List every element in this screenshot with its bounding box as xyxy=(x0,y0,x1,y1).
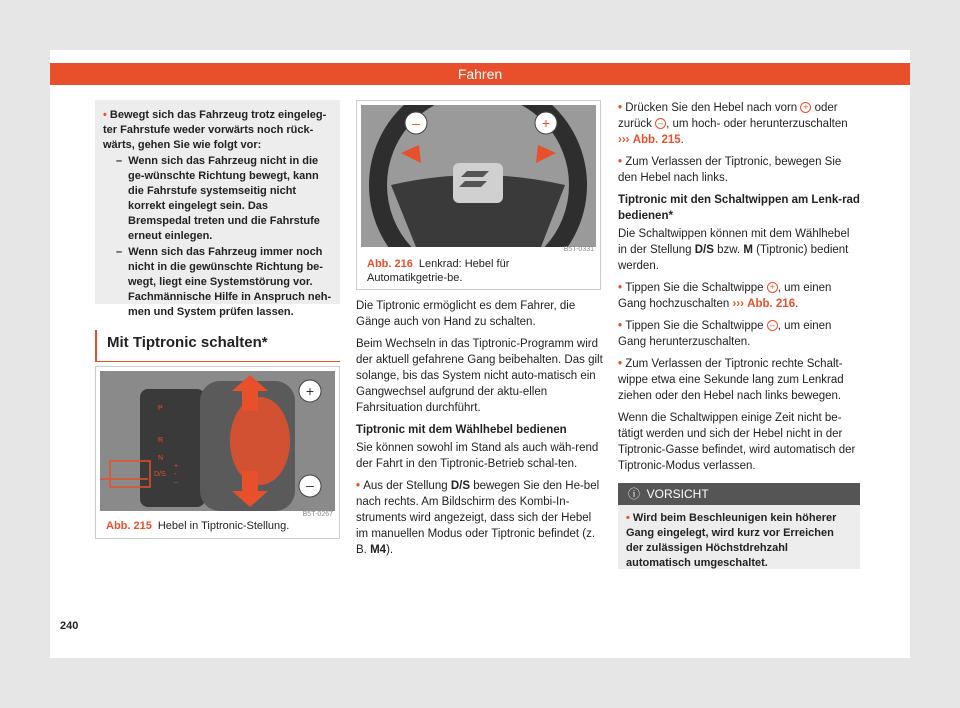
figure-216 xyxy=(356,100,601,290)
note-bullet: • Bewegt sich das Fahrzeug trotz eingeleg-ter Fahrstufe weder vorwärts noch rück-wärts, gehen Sie wie folgt vor: xyxy=(103,108,332,153)
bullet-item: • Aus der Stellung D/S bewegen Sie den He-bel nach rechts. Am Bildschirm des Kombi-In-struments wird angezeigt, dass sich der Hebel im manuellen Modus oder Tiptronic befindet (z. B. M4). xyxy=(356,478,604,558)
steering-wheel-illustration xyxy=(361,105,596,247)
gear-letter-minus: - xyxy=(174,471,177,478)
paragraph: Beim Wechseln in das Tiptronic-Programm wird der aktuell gefahrene Gang beibehalten. Das gilt solange, bis das System nicht auto-matisch ein Gangwechsel aufgrund der aktu-ellen Fahrsituation durchführt. xyxy=(356,338,603,414)
minus-icon: – xyxy=(655,118,666,129)
gear-letter-ds: D/S xyxy=(154,471,166,478)
gear-letter-plus: + xyxy=(174,463,179,470)
bullet-item: • Zum Verlassen der Tiptronic, bewegen Sie den Hebel nach links. xyxy=(618,154,860,186)
figure-code: B5T-0331 xyxy=(563,246,594,253)
figure-caption: Abb. 215 Hebel in Tiptronic-Stellung. xyxy=(106,520,290,532)
figure-link[interactable]: Abb. 216 xyxy=(747,298,796,310)
paragraph: Die Tiptronic ermöglicht es dem Fahrer, die Gänge auch von Hand zu schalten. xyxy=(356,300,576,328)
right-column xyxy=(618,100,860,480)
warning-box xyxy=(618,483,860,569)
plus-icon: + xyxy=(800,102,811,113)
figure-caption: Abb. 216 Lenkrad: Hebel für Automatikgetrie-be. xyxy=(367,258,510,284)
gear-letter-n: N xyxy=(158,455,164,462)
chapter-header: Fahren xyxy=(50,63,910,85)
paragraph: Wenn die Schaltwippen einige Zeit nicht be-tätigt werden und sich der Hebel nicht in der Tiptronic-Gasse befindet, wird automatisch der Tiptronic-Modus verlassen. xyxy=(618,412,856,472)
bullet-item: • Tippen Sie die Schaltwippe – , um einen Gang herunterzuschalten. xyxy=(618,318,860,350)
figure-215 xyxy=(95,366,340,539)
warning-icon: ⓘ xyxy=(628,487,647,501)
bullet-item: • Zum Verlassen der Tiptronic rechte Schalt-wippe etwa eine Sekunde lang zum Lenkrad ziehen oder den Hebel nach links bewegen. xyxy=(618,356,860,404)
note-dash-2: – Wenn sich das Fahrzeug immer noch nicht in die gewünschte Richtung be-wegt, liegt eine Systemstörung vor. Fachmännische Hilfe in Anspruch neh-men und System prüfen lassen. xyxy=(116,246,332,318)
bullet-item: • Drücken Sie den Hebel nach vorn + oder zurück – , um hoch- oder herunterzuschalten ››› Abb. 215. xyxy=(618,100,860,148)
warning-header: ⓘ VORSICHT xyxy=(618,483,860,505)
gear-lever-illustration xyxy=(100,371,335,511)
gear-letter-p: P xyxy=(158,405,163,412)
bullet-item: • Tippen Sie die Schaltwippe + , um einen Gang hochzuschalten ››› Abb. 216. xyxy=(618,280,860,312)
warning-text: • Wird beim Beschleunigen kein höherer Gang eingelegt, wird kurz vor Erreichen der zulässigen Höchstdrehzahl automatisch umgeschaltet. xyxy=(618,505,860,577)
plus-icon: + xyxy=(767,282,778,293)
svg-text:–: – xyxy=(306,477,314,493)
figure-link[interactable]: Abb. 215 xyxy=(632,134,681,146)
figure-code: B5T-0267 xyxy=(302,511,333,518)
page-number: 240 xyxy=(60,620,79,632)
section-title: Mit Tiptronic schalten* xyxy=(95,330,340,362)
note-dash-1: – Wenn sich das Fahrzeug nicht in die ge-wünschte Richtung bewegt, kann die Fahrstufe systemseitig nicht korrekt eingelegt sein. Das Bremspedal treten und die Fahrstufe erneut einlegen. xyxy=(116,155,320,242)
minus-icon: – xyxy=(767,320,778,331)
gear-letter-r: R xyxy=(158,437,164,444)
subheading: Tiptronic mit dem Wählhebel bedienen xyxy=(356,424,567,436)
note-box xyxy=(95,100,340,318)
middle-column xyxy=(356,298,604,558)
svg-text:+: + xyxy=(305,383,315,399)
paragraph: Die Schaltwippen können mit dem Wählhebel in der Stellung D/S bzw. M (Tiptronic) bedient werden. xyxy=(618,228,850,272)
gear-letter-dash: – xyxy=(174,479,178,486)
svg-text:+: + xyxy=(541,115,551,131)
subheading: Tiptronic mit den Schaltwippen am Lenk-rad bedienen* xyxy=(618,194,860,222)
svg-text:–: – xyxy=(412,115,420,131)
paragraph: Sie können sowohl im Stand als auch wäh-rend der Fahrt in den Tiptronic-Betrieb schal-ten. xyxy=(356,442,599,470)
